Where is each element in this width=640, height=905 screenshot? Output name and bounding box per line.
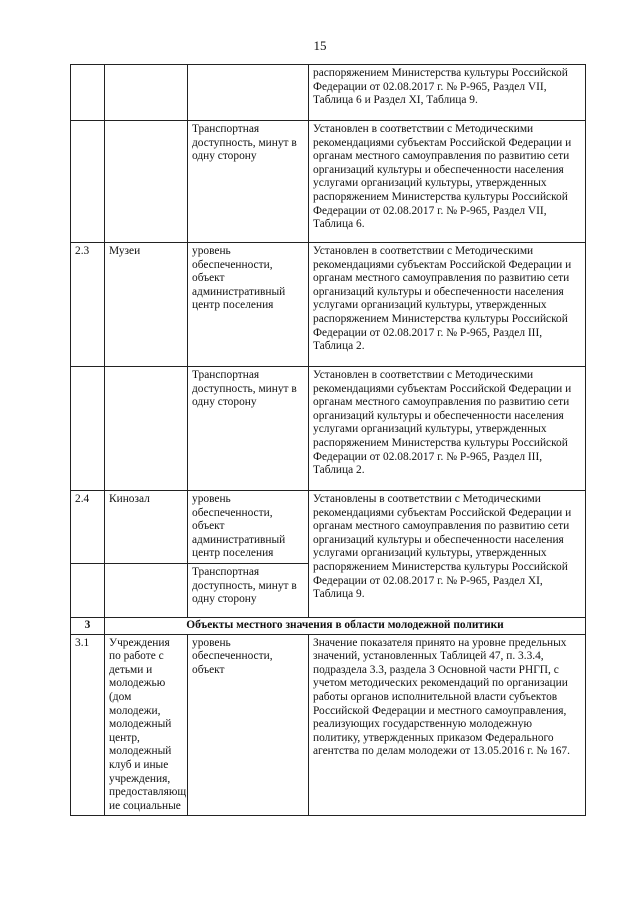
criteria-cell: Установлены в соответствии с Методическими рекомендациями субъектам Российской Федерации и органам местного самоуправления по развитию сети организаций культуры и обеспеченности населения услугами организаций культуры, утвержденных распоряжением Министерства культуры Российской Федерации от 02.08.2017 г. № Р-965, Раздел XI, Таблица 9. — [309, 491, 586, 618]
indicator-cell — [188, 65, 309, 121]
table-row — [71, 367, 586, 491]
row-number-cell — [71, 367, 105, 491]
object-name-cell: Музеи — [105, 243, 188, 367]
criteria-cell: распоряжением Министерства культуры Российской Федерации от 02.08.2017 г. № Р-965, Раздел VII, Таблица 6 и Раздел XI, Таблица 9. — [309, 65, 586, 121]
table-row — [71, 491, 586, 564]
table-row — [71, 243, 586, 367]
section-number: 3 — [71, 617, 105, 634]
row-number-cell: 3.1 — [71, 634, 105, 816]
row-number-cell — [71, 121, 105, 243]
object-name-cell — [105, 563, 188, 617]
object-name-cell — [105, 367, 188, 491]
indicator-cell: Транспортная доступность, минут в одну сторону — [188, 563, 309, 617]
section-title: Объекты местного значения в области молодежной политики — [105, 617, 586, 634]
indicator-cell: Транспортная доступность, минут в одну сторону — [188, 121, 309, 243]
row-number-cell: 2.3 — [71, 243, 105, 367]
row-number-cell — [71, 563, 105, 617]
criteria-cell: Установлен в соответствии с Методическими рекомендациями субъектам Российской Федерации и органам местного самоуправления по развитию сети организаций культуры и обеспеченности населения услугами организаций культуры, утвержденных распоряжением Министерства культуры Российской Федерации от 02.08.2017 г. № Р-965, Раздел III, Таблица 2. — [309, 367, 586, 491]
indicator-cell: уровень обеспеченности, объект — [188, 634, 309, 816]
object-name-cell — [105, 121, 188, 243]
indicator-cell: уровень обеспеченности, объект административный центр поселения — [188, 243, 309, 367]
row-number-cell — [71, 65, 105, 121]
table-row — [71, 65, 586, 121]
criteria-cell: Значение показателя принято на уровне предельных значений, установленных Таблицей 47, п. 3.3.4, подраздела 3.3, раздела 3 Основной части РНГП, с учетом методических рекомендаций по организации работы органов исполнительной власти субъектов Российской Федерации и местного самоуправления, реализующих государственную молодежную политику, утвержденных приказом Федерального агентства по делам молодежи от 13.05.2016 г. № 167. — [309, 634, 586, 816]
standards-table — [70, 64, 586, 816]
criteria-cell: Установлен в соответствии с Методическими рекомендациями субъектам Российской Федерации и органам местного самоуправления по развитию сети организаций культуры и обеспеченности населения услугами организаций культуры, утвержденных распоряжением Министерства культуры Российской Федерации от 02.08.2017 г. № Р-965, Раздел III, Таблица 2. — [309, 243, 586, 367]
object-name-cell: Учреждения по работе с детьми и молодежью (дом молодежи, молодежный центр, молодежный клуб и иные учреждения, предоставляющ ие социальные — [105, 634, 188, 816]
object-name-cell: Кинозал — [105, 491, 188, 564]
object-name-cell — [105, 65, 188, 121]
table-row — [71, 634, 586, 816]
criteria-cell: Установлен в соответствии с Методическими рекомендациями субъектам Российской Федерации и органам местного самоуправления по развитию сети организаций культуры и обеспеченности населения услугами организаций культуры, утвержденных распоряжением Министерства культуры Российской Федерации от 02.08.2017 г. № Р-965, Раздел VII, Таблица 6. — [309, 121, 586, 243]
table-row — [71, 121, 586, 243]
indicator-cell: уровень обеспеченности, объект административный центр поселения — [188, 491, 309, 564]
page-number: 15 — [313, 38, 327, 53]
section-header-row — [71, 617, 586, 634]
indicator-cell: Транспортная доступность, минут в одну сторону — [188, 367, 309, 491]
row-number-cell: 2.4 — [71, 491, 105, 564]
